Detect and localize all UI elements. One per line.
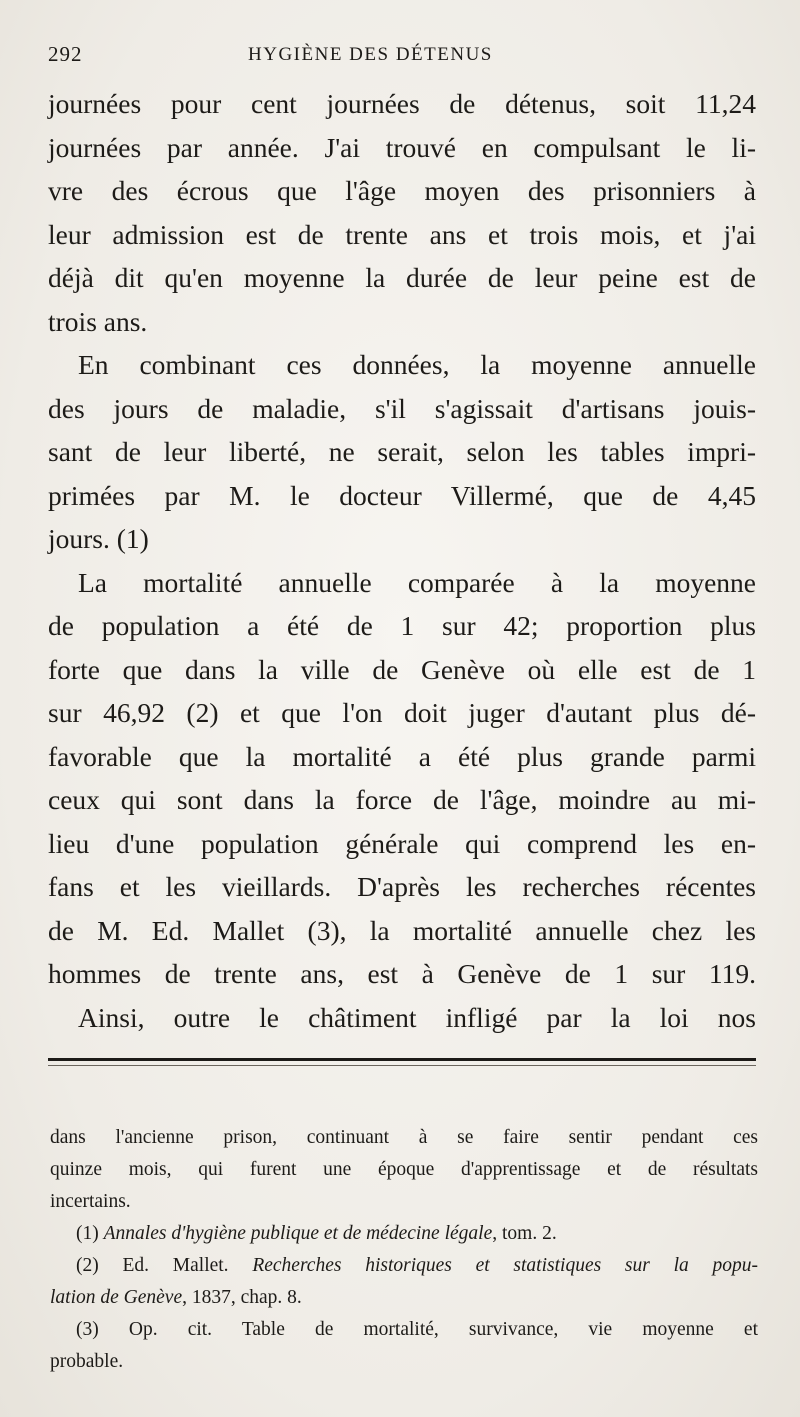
text-line: primées par M. le docteur Villermé, que de 4,45 bbox=[48, 479, 756, 511]
footnote-continuation-line: quinze mois, qui furent une époque d'apprentissage et de résultats bbox=[50, 1159, 758, 1180]
footnote-title: Annales d'hygiène publique et de médecine légale bbox=[103, 1223, 493, 1244]
footnotes bbox=[50, 1122, 758, 1378]
footnote-separator-thin bbox=[48, 1065, 756, 1066]
footnote-author: Ed. Mallet. bbox=[122, 1255, 229, 1276]
footnote-3: (3) Op. cit. Table de mortalité, survivance, vie moyenne et bbox=[76, 1319, 758, 1340]
footnote-rest: , 1837, chap. 8. bbox=[182, 1287, 302, 1308]
footnote-3-continued: probable. bbox=[50, 1351, 124, 1372]
text-line: favorable que la mortalité a été plus grande parmi bbox=[48, 740, 756, 772]
text-line: vre des écrous que l'âge moyen des prisonniers à bbox=[48, 175, 756, 206]
text-line: jours. (1) bbox=[48, 523, 149, 554]
text-line: leur admission est de trente ans et trois mois, et j'ai bbox=[48, 218, 756, 250]
text-line: hommes de trente ans, est à Genève de 1 sur 119. bbox=[48, 958, 756, 989]
text-line: fans et les vieillards. D'après les recherches récentes bbox=[48, 871, 756, 902]
main-text bbox=[48, 82, 756, 1039]
footnote-marker: (2) bbox=[76, 1255, 99, 1276]
running-title: HYGIÈNE DES DÉTENUS bbox=[248, 44, 493, 65]
text-line: lieu d'une population générale qui comprend les en- bbox=[48, 827, 756, 859]
text-line: de M. Ed. Mallet (3), la mortalité annuelle chez les bbox=[48, 914, 756, 946]
text-line: des jours de maladie, s'il s'agissait d'artisans jouis- bbox=[48, 392, 756, 424]
text-line: En combinant ces données, la moyenne annuelle bbox=[78, 349, 756, 380]
text-line: forte que dans la ville de Genève où elle est de 1 bbox=[48, 653, 756, 685]
footnote-continuation-line: dans l'ancienne prison, continuant à se faire sentir pendant ces bbox=[50, 1127, 758, 1148]
footnote-2-continued bbox=[50, 1282, 758, 1314]
footnote-separator bbox=[48, 1058, 756, 1061]
text-line: journées par année. J'ai trouvé en compulsant le li- bbox=[48, 131, 756, 163]
text-line: sur 46,92 (2) et que l'on doit juger d'autant plus dé- bbox=[48, 697, 756, 728]
footnote-marker: (1) bbox=[76, 1223, 99, 1244]
footnote-rest: , tom. 2. bbox=[492, 1223, 557, 1244]
text-line: trois ans. bbox=[48, 305, 148, 337]
page-number: 292 bbox=[48, 42, 83, 66]
page-header bbox=[48, 42, 752, 76]
text-line: journées pour cent journées de détenus, soit 11,24 bbox=[48, 88, 756, 119]
footnote-2 bbox=[50, 1250, 758, 1282]
footnote-title: Recherches historiques et statistiques sur la popu- bbox=[252, 1255, 758, 1276]
text-line: La mortalité annuelle comparée à la moyenne bbox=[78, 566, 756, 598]
text-line: ceux qui sont dans la force de l'âge, moindre au mi- bbox=[48, 784, 756, 815]
text-line: de population a été de 1 sur 42; proportion plus bbox=[48, 610, 756, 641]
text-line: sant de leur liberté, ne serait, selon les tables impri- bbox=[48, 436, 756, 467]
text-line: déjà dit qu'en moyenne la durée de leur peine est de bbox=[48, 262, 756, 293]
footnote-continuation-line: incertains. bbox=[50, 1191, 131, 1212]
footnote-1 bbox=[50, 1218, 758, 1250]
footnote-title: lation de Genève bbox=[50, 1287, 183, 1308]
text-line: Ainsi, outre le châtiment infligé par la loi nos bbox=[78, 1001, 756, 1033]
